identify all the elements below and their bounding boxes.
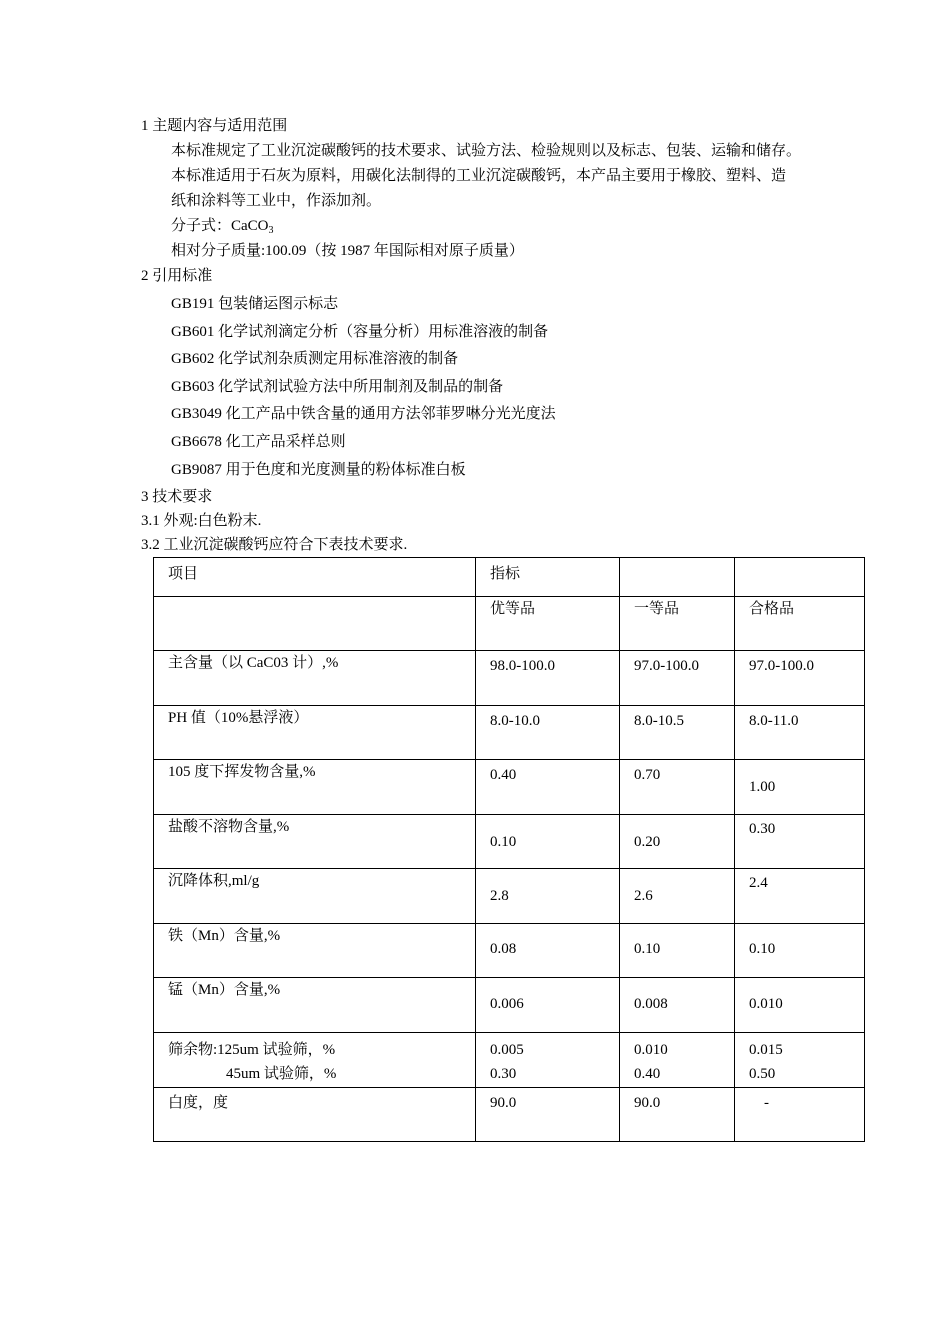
table-cell: 1.00 [735, 760, 865, 815]
table-row [154, 760, 865, 815]
table-cell: 0.10 [476, 815, 620, 869]
table-cell: 2.4 [735, 869, 865, 924]
header-cell: 合格品 [735, 597, 865, 651]
table-cell: 8.0-10.5 [620, 706, 735, 760]
section-1-title: 1 主题内容与适用范围 [141, 118, 288, 134]
table-cell: 98.0-100.0 [476, 651, 620, 706]
reference-item: GB601 化学试剂滴定分析（容量分析）用标准溶液的制备 [171, 324, 549, 340]
table-cell: 锰（Mn）含量,% [154, 978, 476, 1033]
table-row [154, 651, 865, 706]
section-3-1: 3.1 外观:白色粉末. [141, 513, 262, 529]
table-row [154, 924, 865, 978]
table-cell: 90.0 [476, 1088, 620, 1142]
table-cell: 90.0 [620, 1088, 735, 1142]
header-cell: 项目 [154, 558, 476, 597]
reference-item: GB9087 用于色度和光度测量的粉体标准白板 [171, 462, 466, 478]
header-cell [620, 558, 735, 597]
table-cell: 8.0-10.0 [476, 706, 620, 760]
table-row [154, 706, 865, 760]
paragraph-applicability-2: 纸和涂料等工业中，作添加剂。 [171, 193, 382, 209]
table-cell: 0.005 0.30 [476, 1033, 620, 1088]
table-cell: 0.10 [620, 924, 735, 978]
table-cell: 0.010 [735, 978, 865, 1033]
paragraph-scope: 本标准规定了工业沉淀碳酸钙的技术要求、试验方法、检验规则以及标志、包装、运输和储存。 [171, 143, 802, 159]
formula-subscript: 3 [268, 225, 274, 236]
table-cell: 0.015 0.50 [735, 1033, 865, 1088]
reference-item: GB3049 化工产品中铁含量的通用方法邻菲罗啉分光光度法 [171, 406, 556, 422]
table-cell: 盐酸不溶物含量,% [154, 815, 476, 869]
table-row [154, 978, 865, 1033]
table-cell: 0.70 [620, 760, 735, 815]
table-cell: 主含量（以 CaC03 计）,% [154, 651, 476, 706]
table-cell: 2.6 [620, 869, 735, 924]
table-row [154, 1088, 865, 1142]
header-cell: 优等品 [476, 597, 620, 651]
table-cell: 沉降体积,ml/g [154, 869, 476, 924]
section-3-title: 3 技术要求 [141, 489, 213, 505]
table-row [154, 815, 865, 869]
reference-item: GB602 化学试剂杂质测定用标准溶液的制备 [171, 351, 459, 367]
table-cell: PH 值（10%悬浮液） [154, 706, 476, 760]
reference-item: GB603 化学试剂试验方法中所用制剂及制品的制备 [171, 379, 504, 395]
table-cell: 0.10 [735, 924, 865, 978]
table-grade-row [154, 597, 865, 651]
table-cell: 105 度下挥发物含量,% [154, 760, 476, 815]
paragraph-applicability-1: 本标准适用于石灰为原料，用碳化法制得的工业沉淀碳酸钙，本产品主要用于橡胶、塑料、造 [171, 168, 787, 184]
reference-item: GB6678 化工产品采样总则 [171, 434, 346, 450]
table-cell: 白度，度 [154, 1088, 476, 1142]
table-cell: 97.0-100.0 [620, 651, 735, 706]
table-cell: 0.006 [476, 978, 620, 1033]
table-cell: - [735, 1088, 865, 1142]
table-row [154, 869, 865, 924]
table-header-row [154, 558, 865, 597]
header-cell [735, 558, 865, 597]
spec-table [153, 557, 865, 1142]
table-cell: 铁（Mn）含量,% [154, 924, 476, 978]
table-cell: 97.0-100.0 [735, 651, 865, 706]
table-cell: 2.8 [476, 869, 620, 924]
header-cell: 一等品 [620, 597, 735, 651]
table-cell: 0.010 0.40 [620, 1033, 735, 1088]
table-cell: 8.0-11.0 [735, 706, 865, 760]
table-cell: 0.08 [476, 924, 620, 978]
header-cell [154, 597, 476, 651]
table-row [154, 1033, 865, 1088]
header-cell: 指标 [476, 558, 620, 597]
table-cell: 0.40 [476, 760, 620, 815]
section-3-2: 3.2 工业沉淀碳酸钙应符合下表技术要求. [141, 537, 408, 553]
table-cell: 0.008 [620, 978, 735, 1033]
molecular-mass: 相对分子质量:100.09（按 1987 年国际相对原子质量） [171, 243, 524, 259]
table-cell: 筛余物:125um 试验筛，% 45um 试验筛，% [154, 1033, 476, 1088]
molecular-formula [171, 216, 274, 241]
section-2-title: 2 引用标准 [141, 268, 213, 284]
reference-item: GB191 包装储运图示标志 [171, 296, 339, 312]
formula-label: 分子式：CaCO [171, 218, 269, 234]
table-cell: 0.20 [620, 815, 735, 869]
table-cell: 0.30 [735, 815, 865, 869]
